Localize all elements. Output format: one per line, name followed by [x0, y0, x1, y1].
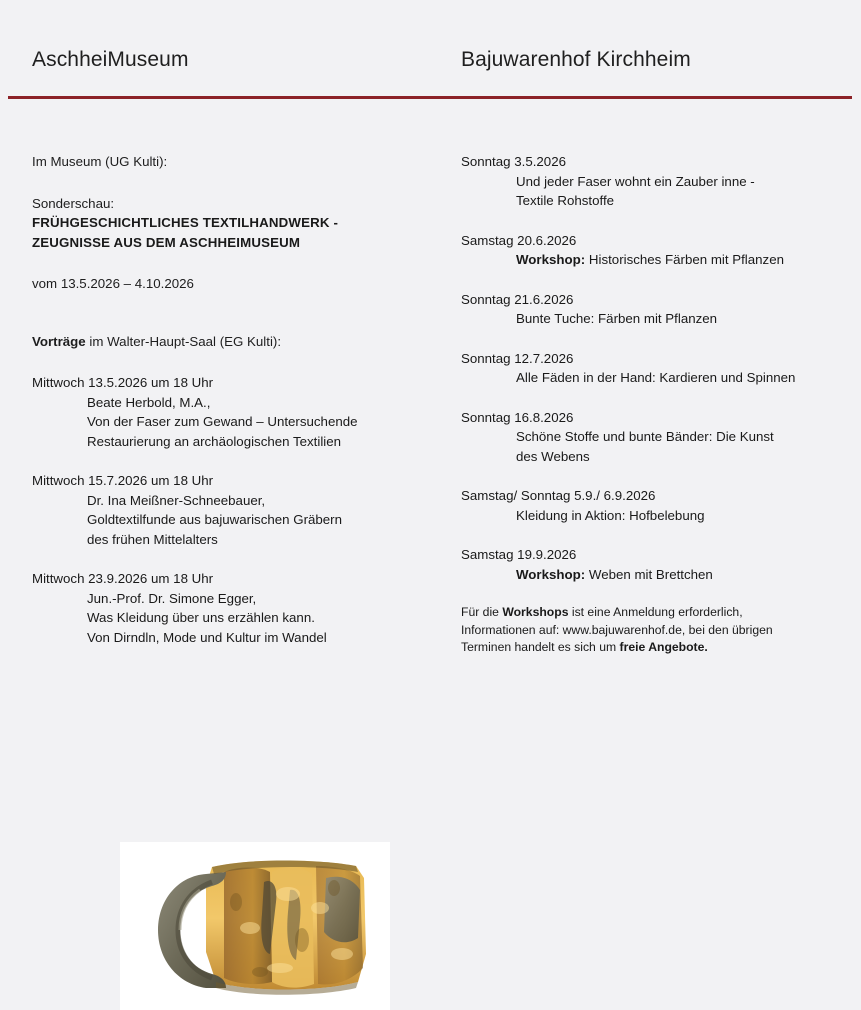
event-detail-line: Schöne Stoffe und bunte Bänder: Die Kunst	[516, 429, 774, 444]
lecture-date: Mittwoch 13.5.2026 um 18 Uhr	[32, 375, 214, 390]
column-headers	[0, 48, 861, 94]
event-entry	[461, 231, 856, 270]
spacer	[32, 172, 432, 194]
spacer	[32, 252, 432, 274]
page-title-bajuwarenhof: Bajuwarenhof Kirchheim	[461, 48, 691, 71]
event-detail-line: Workshop: Historisches Färben mit Pflanzen	[516, 252, 784, 267]
event-date: Sonntag 21.6.2026	[461, 291, 574, 307]
lecture-detail-line: Beate Herbold, M.A.,	[87, 394, 211, 410]
column-left-museum	[32, 152, 432, 667]
lecture-detail-line: Restaurierung an archäologischen Textilien	[87, 433, 342, 449]
note-line-1	[461, 604, 856, 622]
workshop-registration-note	[461, 604, 856, 657]
lecture-detail-line: Jun.-Prof. Dr. Simone Egger,	[87, 590, 257, 606]
lecture-detail-line: Von Dirndln, Mode und Kultur im Wandel	[87, 629, 327, 645]
event-date: Sonntag 3.5.2026	[461, 154, 566, 169]
event-date: Samstag 20.6.2026	[461, 232, 577, 248]
note-line-2: Informationen auf: www.bajuwarenhof.de, bei den übrigen	[461, 622, 773, 637]
event-detail-line: Kleidung in Aktion: Hofbelebung	[516, 507, 705, 523]
event-date: Sonntag 16.8.2026	[461, 409, 574, 425]
lecture-entry	[32, 569, 432, 647]
event-bold-prefix: Workshop:	[516, 566, 586, 582]
event-entry	[461, 486, 856, 525]
image-belt-buckle	[120, 842, 390, 1010]
event-list	[461, 152, 856, 584]
lecture-detail-line: Goldtextilfunde aus bajuwarischen Gräbern	[87, 512, 343, 527]
museum-venue-line: Im Museum (UG Kulti):	[32, 154, 168, 169]
lectures-heading-bold: Vorträge	[32, 333, 86, 349]
event-detail-line: Bunte Tuche: Färben mit Pflanzen	[516, 311, 718, 326]
note-part-2: ist eine Anmeldung erforderlich,	[568, 605, 743, 619]
event-bold-prefix: Workshop:	[516, 252, 586, 267]
event-detail-line: Alle Fäden in der Hand: Kardieren und Spinnen	[516, 370, 796, 385]
lecture-detail-line: Von der Faser zum Gewand – Untersuchende	[87, 414, 358, 429]
lecture-detail-line: des frühen Mittelalters	[87, 531, 218, 547]
lecture-detail-line: Dr. Ina Meißner-Schneebauer,	[87, 492, 266, 508]
belt-buckle-illustration	[120, 842, 390, 1010]
exhibition-title-line-2: ZEUGNISSE AUS DEM ASCHHEIMUSEUM	[32, 234, 301, 250]
lectures-heading-rest: im Walter-Haupt-Saal (EG Kulti):	[85, 333, 282, 349]
lectures-heading	[32, 332, 432, 352]
note-bold-workshops: Workshops	[502, 605, 569, 619]
event-entry	[461, 349, 856, 388]
column-right-bajuwarenhof	[461, 152, 856, 657]
note-part-1: Für die	[461, 605, 503, 619]
lecture-entry	[32, 471, 432, 549]
note-line-3	[461, 639, 856, 657]
exhibition-title-line-1: FRÜHGESCHICHTLICHES TEXTILHANDWERK -	[32, 215, 339, 230]
lecture-date: Mittwoch 23.9.2026 um 18 Uhr	[32, 571, 214, 586]
event-detail-line: Und jeder Faser wohnt ein Zauber inne -	[516, 173, 755, 189]
event-date: Sonntag 12.7.2026	[461, 350, 574, 366]
spacer	[32, 351, 432, 373]
page-title-aschheimuseum: AschheiMuseum	[32, 48, 189, 71]
lecture-detail-line: Was Kleidung über uns erzählen kann.	[87, 610, 315, 625]
note-bold-free-offers: freie Angebote.	[619, 640, 708, 654]
event-detail-line: Workshop: Weben mit Brettchen	[516, 566, 713, 582]
event-entry	[461, 408, 856, 467]
lecture-list	[32, 373, 432, 647]
spacer	[32, 294, 432, 332]
exhibition-label: Sonderschau:	[32, 195, 115, 211]
event-date: Samstag 19.9.2026	[461, 547, 577, 562]
event-detail-line: des Webens	[516, 448, 590, 464]
event-entry	[461, 290, 856, 329]
event-date: Samstag/ Sonntag 5.9./ 6.9.2026	[461, 488, 656, 503]
lecture-date: Mittwoch 15.7.2026 um 18 Uhr	[32, 473, 214, 488]
event-entry	[461, 152, 856, 211]
header-divider-rule	[8, 96, 852, 99]
note-part-4: Terminen handelt es sich um	[461, 640, 620, 654]
event-detail-line: Textile Rohstoffe	[516, 193, 615, 208]
exhibition-dates: vom 13.5.2026 – 4.10.2026	[32, 276, 194, 291]
event-entry	[461, 545, 856, 584]
lecture-entry	[32, 373, 432, 451]
